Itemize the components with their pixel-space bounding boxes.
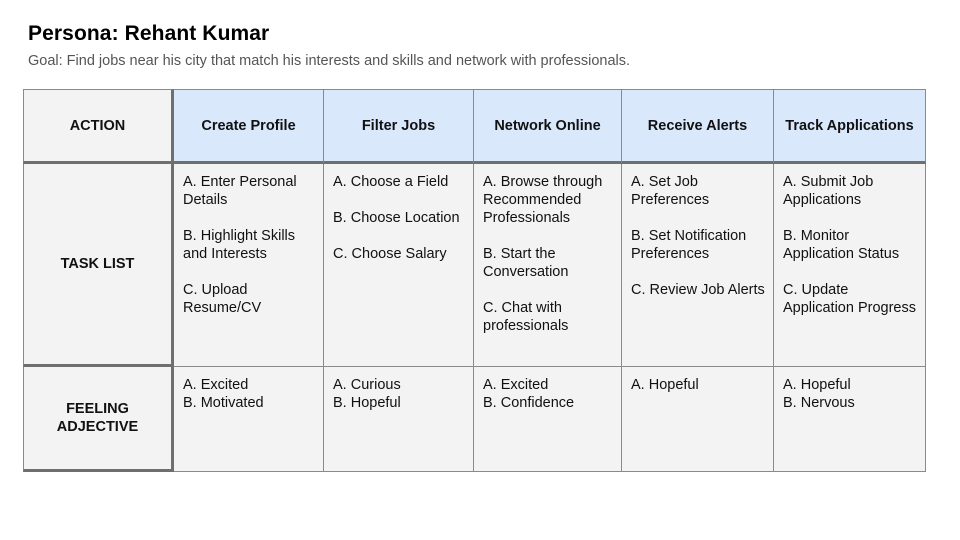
feeling-item: A. Hopeful — [783, 377, 851, 393]
feeling-item: A. Hopeful — [631, 377, 699, 393]
feeling-cell-filter-jobs — [324, 367, 474, 472]
task-item: B. Highlight Skills and Interests — [183, 228, 296, 262]
feeling-item: B. Nervous — [783, 395, 855, 411]
task-item: A. Submit Job Applications — [783, 174, 874, 208]
task-cell-create-profile — [174, 164, 324, 367]
feeling-cell-network-online — [474, 367, 622, 472]
column-header-track-applications: Track Applications — [774, 89, 926, 164]
feeling-item: A. Curious — [333, 377, 401, 393]
row-label-task-list: TASK LIST — [23, 164, 174, 367]
task-item: C. Review Job Alerts — [631, 282, 765, 298]
column-header-filter-jobs: Filter Jobs — [324, 89, 474, 164]
task-item: A. Browse through Recommended Professionals — [483, 174, 603, 226]
column-header-create-profile: Create Profile — [174, 89, 324, 164]
task-cell-track-applications — [774, 164, 926, 367]
feeling-cell-receive-alerts — [622, 367, 774, 472]
task-item: C. Choose Salary — [333, 246, 447, 262]
persona-goal: Goal: Find jobs near his city that match his interests and skills and network with professionals. — [28, 53, 631, 69]
task-cell-receive-alerts — [622, 164, 774, 367]
task-item: B. Monitor Application Status — [783, 228, 900, 262]
task-item: A. Choose a Field — [333, 174, 449, 190]
persona-title: Persona: Rehant Kumar — [28, 22, 270, 45]
task-item: B. Choose Location — [333, 210, 460, 226]
task-item: A. Set Job Preferences — [631, 174, 710, 208]
row-label-line: ADJECTIVE — [56, 419, 139, 435]
feeling-item: A. Excited — [183, 377, 249, 393]
journey-map-table — [23, 89, 926, 472]
task-cell-network-online — [474, 164, 622, 367]
feeling-item: B. Confidence — [483, 395, 575, 411]
task-item: A. Enter Personal Details — [183, 174, 297, 208]
column-header-network-online: Network Online — [474, 89, 622, 164]
row-label-line: FEELING — [66, 401, 129, 417]
task-item: B. Start the Conversation — [483, 246, 569, 280]
task-item: B. Set Notification Preferences — [631, 228, 747, 262]
feeling-cell-create-profile — [174, 367, 324, 472]
task-item: C. Chat with professionals — [483, 300, 569, 334]
task-item: C. Upload Resume/CV — [183, 282, 262, 316]
column-header-receive-alerts: Receive Alerts — [622, 89, 774, 164]
feeling-cell-track-applications — [774, 367, 926, 472]
row-label-feeling-adjective — [23, 367, 174, 472]
feeling-item: B. Motivated — [183, 395, 264, 411]
feeling-item: A. Excited — [483, 377, 549, 393]
task-cell-filter-jobs — [324, 164, 474, 367]
task-item: C. Update Application Progress — [783, 282, 916, 316]
row-label-action: ACTION — [23, 89, 174, 164]
feeling-item: B. Hopeful — [333, 395, 401, 411]
